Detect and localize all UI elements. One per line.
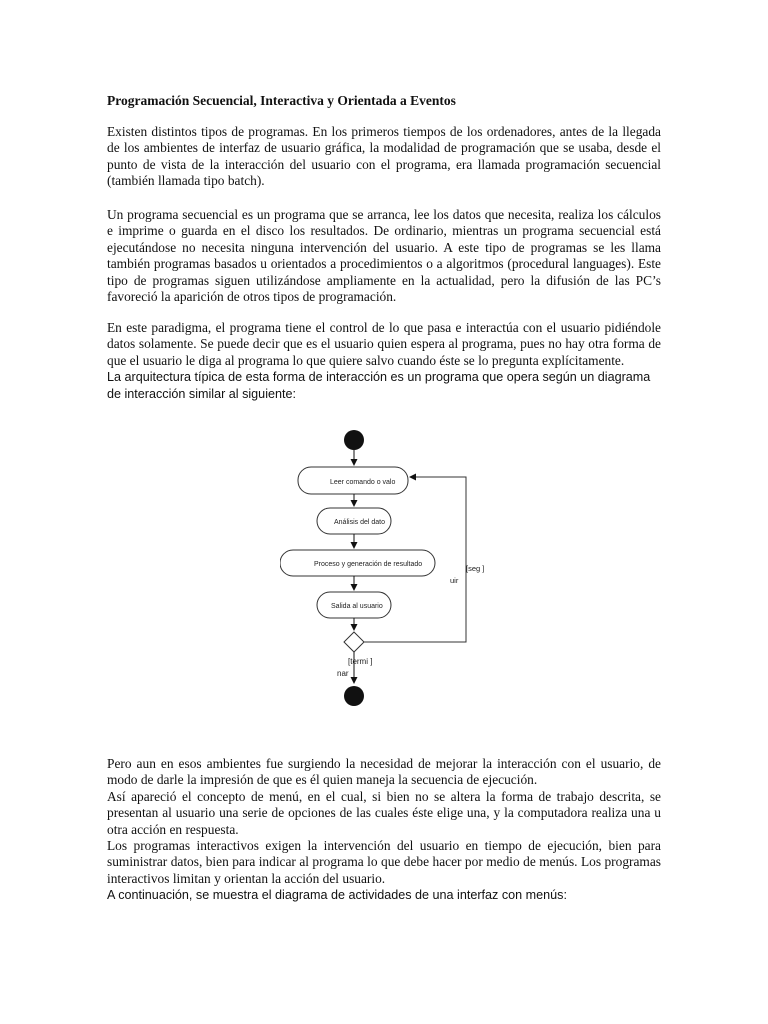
paragraph-paradigm: En este paradigma, el programa tiene el control de lo que pasa e interactúa con el usuario pidiéndole datos solamente. Se puede decir que es el usuario quien espera al programa, pues no hay otra forma de que el usuario le diga al programa lo que quiere salvo cuando éste se lo pregunta explícitamente. bbox=[107, 320, 661, 368]
paragraph-menu-concept: Así apareció el concepto de menú, en el cual, si bien no se altera la forma de trabajo descrita, se presentan al usuario una serie de opciones de las cuales éste elige una, y la computadora realiza una u otra acción en respuesta. bbox=[107, 789, 661, 837]
paragraph-interactive-programs: Los programas interactivos exigen la intervención del usuario en tiempo de ejecución, bien para suministrar datos, bien para indicar al programa lo que debe hacer por medio de menús. Los programas interactivos limitan y orientan la acción del usuario. bbox=[107, 838, 661, 886]
guard-end: [termi ] bbox=[348, 657, 373, 666]
paragraph-intro: Existen distintos tipos de programas. En los primeros tiempos de los ordenadores, antes de la llegada de los ambientes de interfaz de usuario gráfica, la modalidad de programación que se usaba, desde el punto de vista de la interacción del usuario con el programa, era llamada programación secuencial (también llamada tipo batch). bbox=[107, 124, 661, 189]
paragraph-diagram-intro: La arquitectura típica de esta forma de interacción es un programa que opera según un diagrama de interacción similar al siguiente: bbox=[107, 370, 651, 401]
paragraph-menu-diagram-intro: A continuación, se muestra el diagrama de actividades de una interfaz con menús: bbox=[107, 888, 567, 902]
end-node bbox=[344, 686, 364, 706]
start-node bbox=[344, 430, 364, 450]
guard-continue-wrap: uir bbox=[450, 576, 459, 585]
paragraph-improve-interaction: Pero aun en esos ambientes fue surgiendo la necesidad de mejorar la interacción con el usuario, de modo de darle la impresión de que es él quien maneja la secuencia de ejecución. bbox=[107, 756, 661, 788]
decision-node bbox=[344, 632, 364, 652]
activity-label: Leer comando o valo bbox=[330, 479, 396, 486]
guard-end-wrap: nar bbox=[337, 669, 349, 678]
document-title: Programación Secuencial, Interactiva y Orientada a Eventos bbox=[107, 93, 456, 108]
guard-continue: [seg ] bbox=[466, 564, 485, 573]
activity-label: Análisis del dato bbox=[334, 519, 385, 526]
paragraph-sequential: Un programa secuencial es un programa que se arranca, lee los datos que necesita, realiza los cálculos e imprime o guarda en el disco los resultados. De ordinario, mientras un programa secuencial está ejecutándose no necesita ninguna intervención del usuario. A este tipo de programas se les llama también programas basados u orientados a procedimientos o a algoritmos (procedural languages). Este tipo de programas siguen utilizándose ampliamente en la actualidad, pero la difusión de las PC’s favoreció la aparición de otros tipos de programación. bbox=[107, 207, 661, 305]
activity-label: Proceso y generación de resultado bbox=[314, 561, 423, 568]
activity-label: Salida al usuario bbox=[331, 603, 383, 610]
interaction-diagram bbox=[280, 420, 520, 715]
